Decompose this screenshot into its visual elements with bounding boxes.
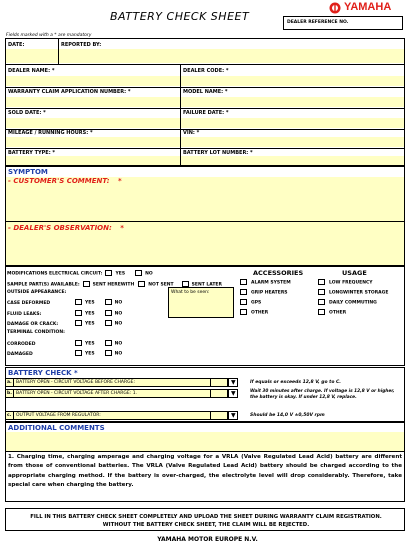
accessories-heading: ACCESSORIES xyxy=(253,269,304,277)
customer-comment-label: - CUSTOMER'S COMMENT: * xyxy=(8,177,122,185)
sample-parts-row: SAMPLE PART(S) AVAILABLE: SENT HEREWITH NOT SENT SENT LATER xyxy=(7,282,222,288)
dealer-reference-label: DEALER REFERENCE NO. xyxy=(287,20,349,25)
date-label: DATE: xyxy=(8,42,25,48)
outside-appearance-label: OUTSIDE APPEARANCE: xyxy=(7,290,67,295)
fluid-no-checkbox[interactable] xyxy=(105,310,112,316)
tuning-fork-logo-icon xyxy=(328,2,342,14)
footer-instruction-box xyxy=(5,508,405,531)
additional-comments-heading: ADDITIONAL COMMENTS xyxy=(8,424,105,432)
longwinter-storage-checkbox[interactable] xyxy=(318,289,325,295)
damage-no-checkbox[interactable] xyxy=(105,320,112,326)
usage-list: LOW FREQUENCY LONGWINTER STORAGE DAILY COMMUTING OTHER xyxy=(318,279,388,319)
sheet-title: BATTERY CHECK SHEET xyxy=(110,10,250,23)
mandatory-note: Fields marked with a * are mandatory xyxy=(6,33,92,38)
damage-crack-row: DAMAGE OR CRACK: YES NO xyxy=(7,321,123,327)
additional-comments-box[interactable] xyxy=(6,432,404,451)
battery-check-sheet: BATTERY CHECK SHEET DEALER REFERENCE NO. YAMAHA Fields marked with a * are mandatory DATE: REPORTED BY: DEALER NAME: * DEALER CODE: * WARRANTY CLAIM APPLICATION NUMBER: * MODEL NAME: * SOLD DATE: * FAILURE DATE: * MILEAGE / RUNNING HOURS: * VIN: * BATTERY TYPE: * BATTERY LOT NUMBER: * SYMPTOM - CUSTOMER'S COMMENT: * - DEALER'S OBSERVATION: * MODIFICATIONS ELECTRICAL CIRCUIT: YES NO SAMPLE PART(S) AVAILABLE: SENT HEREWITH NOT SENT SENT LATER OUTSIDE APPEARANCE: CASE DEFORMED YES NO FLUID LEAKS: YES NO DAMAGE OR CRACK: YES NO What to be seen: TERMINAL CONDITION: CORRODED YES NO DAMAGED YES NO ACCESSORIES USAGE ALARM SYSTEM GRIP HEATERS GPS OTHER LOW FREQUENCY LONGWINTER STORAGE DAILY COMMUTING OTHER BATTERY CHECK * a. BATTERY OPEN - CIRCUIT VOLTAGE BEFORE CHARGE: ▼ If equals or exceeds 12,8 V, go to C. b. BATTERY OPEN - CIRCUIT VOLTAGE AFTER CHARGE: 1. ▼ Wait 30 minutes after charge. If voltage is 12,8 V or higher, the battery is okay. If under 12,8 V, replace. c. OUTPUT VOLTAGE FROM REGULATOR: ▼ Should be 14,0 V ±0,50V rpm ADDITIONAL COMMENTS 1. Charging time, charging amperage and charging voltage for a VRLA (Valve Regulated Lead Acid) battery are different from those of conventional batteries. The VRLA (Valve Regulated Lead Acid) battery should be charged according to the appropriate charging method. If the battery is over-charged, the electrolyte level will drop considerably. Therefore, take special care when charging the battery. FILL IN THIS BATTERY CHECK SHEET COMPLETELY AND UPLOAD THE SHEET DURING WARRANTY CLAIM REGISTRATION. WITHOUT THE BATTERY CHECK SHEET, THE CLAIM WILL BE REJECTED. YAMAHA MOTOR EUROPE N.V. xyxy=(0,0,415,553)
mod-circuit-row: MODIFICATIONS ELECTRICAL CIRCUIT: YES NO xyxy=(7,271,153,277)
case-no-checkbox[interactable] xyxy=(105,299,112,305)
corroded-no-checkbox[interactable] xyxy=(105,340,112,346)
row-a-note: If equals or exceeds 12,8 V, go to C. xyxy=(250,380,341,385)
corroded-yes-checkbox[interactable] xyxy=(75,340,82,346)
daily-commuting-checkbox[interactable] xyxy=(318,299,325,305)
row-b-note: Wait 30 minutes after charge. If voltage is 12,8 V or higher, the battery is okay. If under 12,8 V, replace. xyxy=(250,389,395,400)
damage-yes-checkbox[interactable] xyxy=(75,320,82,326)
row-a-value[interactable] xyxy=(210,378,228,387)
usage-other-checkbox[interactable] xyxy=(318,309,325,315)
row-a-label: BATTERY OPEN - CIRCUIT VOLTAGE BEFORE CHARGE: xyxy=(16,380,135,385)
battery-check-heading: BATTERY CHECK * xyxy=(8,369,78,377)
dealer-code-label: DEALER CODE: * xyxy=(183,68,229,74)
alarm-system-checkbox[interactable] xyxy=(240,279,247,285)
mileage-fill[interactable] xyxy=(6,137,404,147)
row-c-value[interactable] xyxy=(210,411,228,420)
date-fill[interactable] xyxy=(6,49,404,63)
battery-lot-label: BATTERY LOT NUMBER: * xyxy=(183,150,253,156)
battery-type-label: BATTERY TYPE: * xyxy=(8,150,56,156)
symptom-heading: SYMPTOM xyxy=(8,168,48,176)
reported-by-label: REPORTED BY: xyxy=(61,42,102,48)
failure-date-label: FAILURE DATE: * xyxy=(183,110,229,116)
warranty-claim-label: WARRANTY CLAIM APPLICATION NUMBER: * xyxy=(8,89,131,95)
yamaha-wordmark: YAMAHA xyxy=(344,1,392,13)
damaged-yes-checkbox[interactable] xyxy=(75,350,82,356)
dealer-name-label: DEALER NAME: * xyxy=(8,68,55,74)
dealer-observation-label: - DEALER'S OBSERVATION: * xyxy=(8,224,124,232)
fluid-leaks-row: FLUID LEAKS: YES NO xyxy=(7,311,123,317)
sent-herewith-checkbox[interactable] xyxy=(83,281,90,287)
row-b-value[interactable] xyxy=(210,389,228,398)
company-name: YAMAHA MOTOR EUROPE N.V. xyxy=(157,536,258,543)
case-deformed-row: CASE DEFORMED YES NO xyxy=(7,300,123,306)
sold-date-label: SOLD DATE: * xyxy=(8,110,46,116)
damaged-row: DAMAGED YES NO xyxy=(7,351,123,357)
yamaha-logo xyxy=(328,1,406,15)
gps-checkbox[interactable] xyxy=(240,299,247,305)
dealer-reference-box[interactable] xyxy=(283,16,403,30)
usage-heading: USAGE xyxy=(342,269,367,277)
case-yes-checkbox[interactable] xyxy=(75,299,82,305)
charging-note: 1. Charging time, charging amperage and charging voltage for a VRLA (Valve Regulated Lead Acid) battery are different from those of conventional batteries. The VRLA (Valve Regulated Lead Acid) battery should be charged according to the appropriate charging method. If the battery is over-charged, the electrolyte level will drop considerably. Therefore, take special care when charging the battery. xyxy=(8,454,402,489)
mod-no-checkbox[interactable] xyxy=(135,270,142,276)
low-frequency-checkbox[interactable] xyxy=(318,279,325,285)
model-name-label: MODEL NAME: * xyxy=(183,89,228,95)
row-c-dropdown[interactable]: ▼ xyxy=(228,411,238,420)
corroded-row: CORRODED YES NO xyxy=(7,341,123,347)
battery-type-fill[interactable] xyxy=(6,156,404,165)
terminal-condition-label: TERMINAL CONDITION: xyxy=(7,330,65,335)
mileage-label: MILEAGE / RUNNING HOURS: * xyxy=(8,130,93,136)
grip-heaters-checkbox[interactable] xyxy=(240,289,247,295)
row-c-note: Should be 14,0 V ±0,50V rpm xyxy=(250,413,325,418)
not-sent-checkbox[interactable] xyxy=(138,281,145,287)
mod-yes-checkbox[interactable] xyxy=(105,270,112,276)
footer-instruction: FILL IN THIS BATTERY CHECK SHEET COMPLETELY AND UPLOAD THE SHEET DURING WARRANTY CLAIM REGISTRATION. WITHOUT THE BATTERY CHECK SHEET, THE CLAIM WILL BE REJECTED. xyxy=(30,514,382,528)
vin-label: VIN: * xyxy=(183,130,200,136)
row-a-dropdown[interactable]: ▼ xyxy=(228,378,238,387)
damaged-no-checkbox[interactable] xyxy=(105,350,112,356)
what-to-be-seen-box[interactable]: What to be seen: xyxy=(168,287,234,318)
row-b-dropdown[interactable]: ▼ xyxy=(228,389,238,398)
accessory-other-checkbox[interactable] xyxy=(240,309,247,315)
dealer-fill[interactable] xyxy=(6,76,404,86)
fluid-yes-checkbox[interactable] xyxy=(75,310,82,316)
row-c-label: OUTPUT VOLTAGE FROM REGULATOR: xyxy=(16,413,101,418)
sold-fill[interactable] xyxy=(6,118,404,128)
warranty-fill[interactable] xyxy=(6,97,404,107)
accessories-list: ALARM SYSTEM GRIP HEATERS GPS OTHER xyxy=(240,279,291,319)
row-b-label: BATTERY OPEN - CIRCUIT VOLTAGE AFTER CHARGE: 1. xyxy=(16,391,137,396)
